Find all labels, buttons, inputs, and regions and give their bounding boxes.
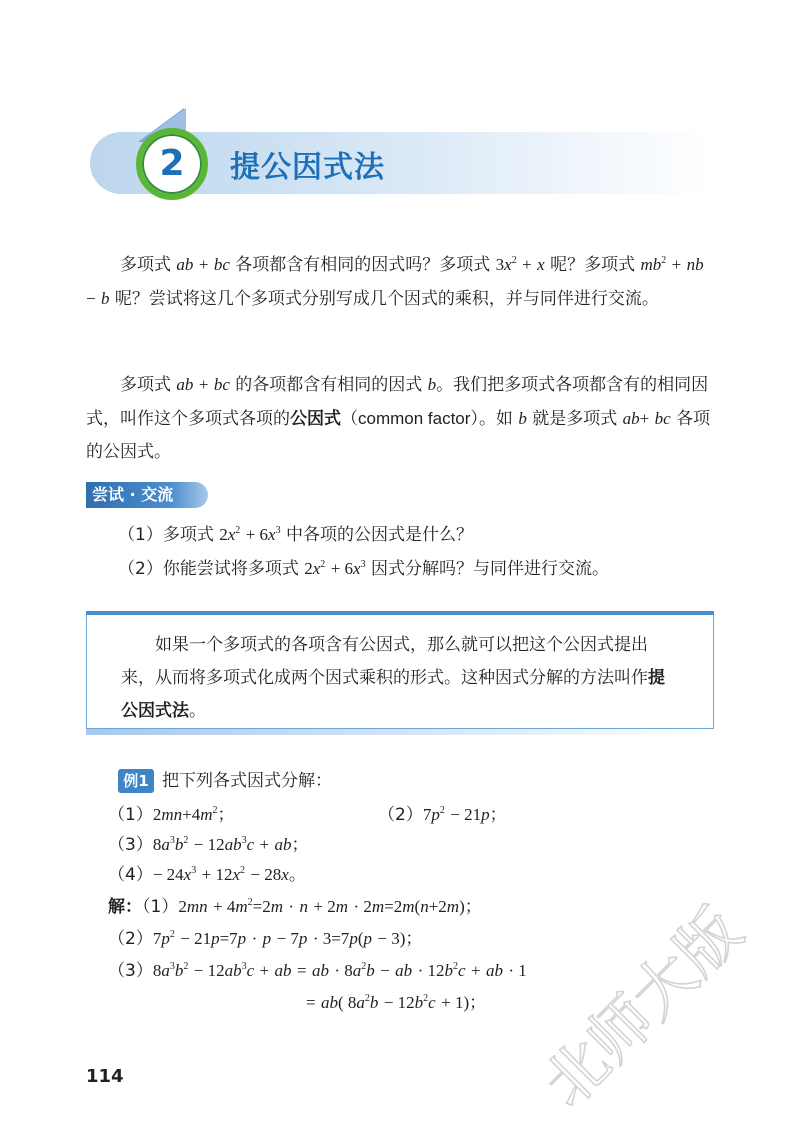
term-factoring-method: 提公因式法: [121, 668, 665, 721]
rule-text: 如果一个多项式的各项含有公因式，那么就可以把这个公因式提出来，从而将多项式化成两个因式乘积的形式。这种因式分解的方法叫作提公因式法。: [121, 635, 665, 721]
example-intro: 把下列各式因式分解：: [162, 771, 332, 791]
watermark-text: 北师大版: [528, 893, 756, 1121]
english-term: （common factor）: [341, 409, 479, 428]
intro-paragraph: 多项式 ab + bc 各项都含有相同的因式吗？多项式 $3x^2 + x$ 呢？多项式 $mb^2$ + nb − b 呢？尝试将这几个多项式分别写成几个因式的乘积，并与同伴进行交流。: [86, 255, 704, 309]
problem-1: $(1)2mn+4m^2$；: [108, 805, 235, 825]
problem-3: $(3)8a^3b^2 - 12ab^3c$ + ab；: [108, 835, 309, 855]
solution-3-line2: = ab( $8a^2b - 12b^2c + 1$)；: [306, 993, 487, 1013]
rule-box-bottom-shadow: [86, 729, 714, 735]
problem-4: $(4)- 24x^3 + 12x^2 - 28x$。: [108, 865, 306, 885]
page-number: 114: [86, 1066, 124, 1087]
publisher-watermark: [528, 885, 790, 1125]
section-title: 提公因式法: [230, 150, 385, 185]
solution-2: $(2)7p^2 - 21p=7p \cdot p - 7p \cdot 3=7p(p - 3)$；: [108, 929, 423, 949]
try-section-label: 尝试 · 交流: [92, 485, 174, 504]
try-question-2: （2）你能尝试将多项式 $2x^2 + 6x^3$ 因式分解吗？与同伴进行交流。: [118, 559, 609, 579]
definition-paragraph: 多项式 ab + bc 的各项都含有相同的因式 b。我们把多项式各项都含有的相同因式，叫作这个多项式各项的公因式（common factor）。如 b 就是多项式 ab+ bc 各项的公因式。: [86, 375, 711, 462]
example-label: 例1: [123, 772, 149, 790]
section-number: 2: [159, 143, 185, 184]
solution-label: 解：: [108, 897, 142, 917]
term-common-factor: 公因式: [290, 409, 341, 429]
problem-2: $(2)7p^2 - 21p$；: [378, 805, 507, 825]
rule-box: [86, 615, 714, 729]
solution-3-line1: $(3)8a^3b^2 - 12ab^3c$ + ab = ab · $8a^2b$ − ab · $12b^2c$ + ab · 1: [108, 961, 527, 981]
solution-1: 解：$(1)2mn + 4m^2=2m \cdot n + 2m \cdot 2m=2m(n+2m)$；: [108, 897, 482, 917]
try-question-1: （1）多项式 $2x^2 + 6x^3$ 中各项的公因式是什么？: [118, 525, 473, 545]
